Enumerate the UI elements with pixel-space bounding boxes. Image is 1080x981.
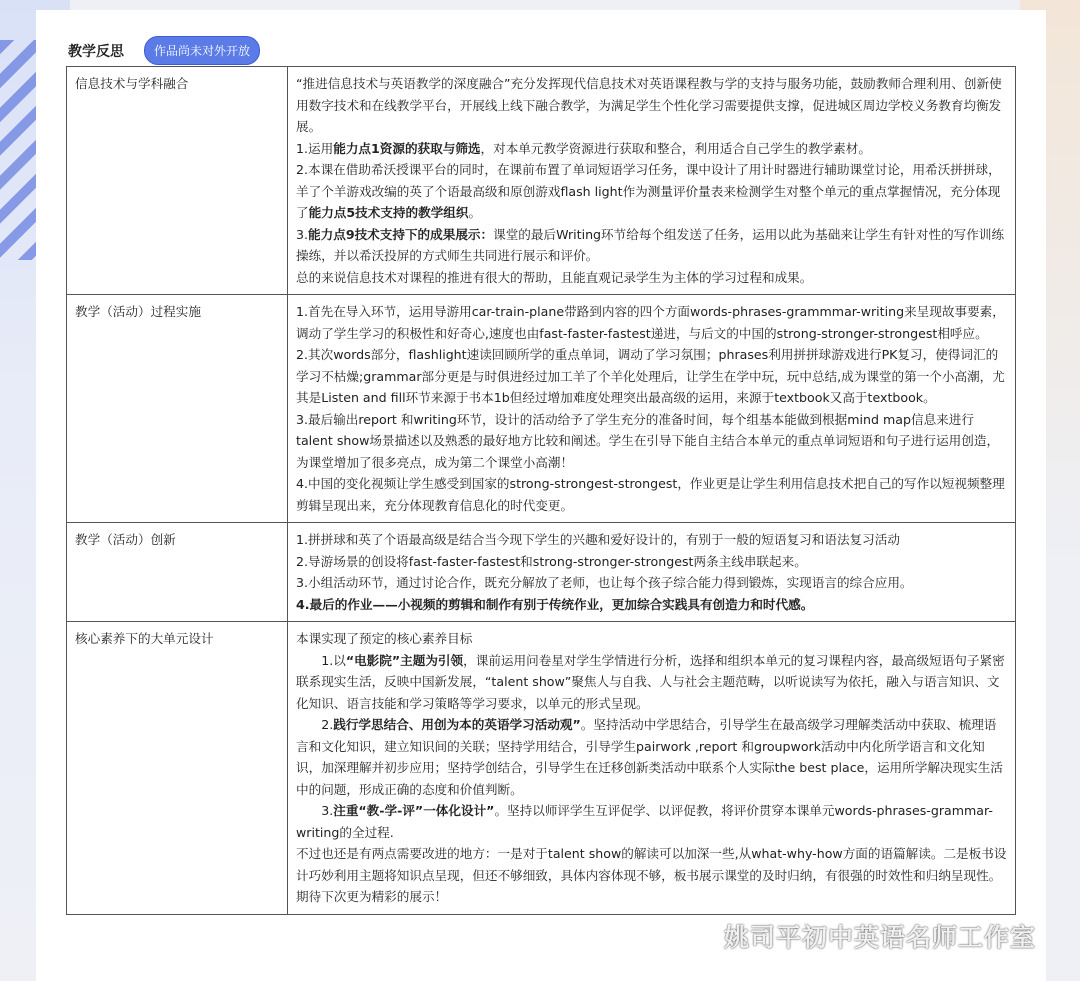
row-content <box>288 622 1016 915</box>
content-paragraph <box>296 159 1007 224</box>
reflection-table <box>66 66 1016 915</box>
content-paragraph <box>296 714 1007 800</box>
text-segment: 3.小组活动环节，通过讨论合作，既充分解放了老师，也让每个孩子综合能力得到锻炼，实现语言的综合应用。 <box>296 575 913 590</box>
row-label: 教学（活动）过程实施 <box>67 295 288 523</box>
text-segment: “推进信息技术与英语教学的深度融合”充分发挥现代信息技术对英语课程教与学的支持与服务功能，鼓励教师合理利用、创新使用数字技术和在线教学平台，开展线上线下融合教学，为满足学生个性化学习需要提供支撑，促进城区周边学校义务教育均衡发展。 <box>296 76 1002 134</box>
text-segment: 3.最后输出report 和writing环节，设计的活动给予了学生充分的准备时间，每个组基本能做到根据mind map信息来进行talent show场景描述以及熟悉的最好地方比较和阐述。学生在引导下能自主结合本单元的重点单词短语和句子进行运用创造，为课堂增加了很多亮点，成为第二个课堂小高潮！ <box>296 411 1000 470</box>
text-segment: 2. <box>321 717 334 732</box>
bold-text: 践行学思结合、用创为本的英语学习活动观” <box>333 717 581 732</box>
text-segment: 课堂的最后Writing环节给每个组发送了任务，运用以此为基础来让学生有针对性的写作训练操练，并以希沃投屏的方式师生共同进行展示和评价。 <box>296 226 1005 263</box>
watermark <box>692 918 1036 954</box>
content-paragraph <box>296 267 1007 289</box>
text-segment: 本课实现了预定的核心素养目标 <box>296 631 473 646</box>
bold-text: 能力点9技术支持下的成果展示： <box>308 226 494 242</box>
content-paragraph <box>296 551 1007 573</box>
text-segment: 2.本课在借助希沃授课平台的同时，在课前布置了单词短语学习任务，课中设计了用计时器进行辅助课堂讨论，用希沃拼拼球，羊了个羊游戏改编的英了个语最高级和原创游戏flash light作为测量评价量表来检测学生对整个单元的重点掌握情况，充分体现了 <box>296 162 1001 220</box>
row-content <box>288 523 1016 622</box>
reflection-card <box>36 10 1046 981</box>
content-paragraph <box>296 73 1007 138</box>
status-badge[interactable]: 作品尚未对外开放 <box>144 36 260 65</box>
content-paragraph <box>296 473 1007 516</box>
bold-text: 能力点5技术支持的教学组织 <box>308 205 469 220</box>
row-label: 信息技术与学科融合 <box>67 67 288 295</box>
text-segment: 1.拼拼球和英了个语最高级是结合当今现下学生的兴趣和爱好设计的，有别于一般的短语复习和语法复习活动 <box>296 532 900 547</box>
text-segment: 3. <box>296 226 309 242</box>
content-paragraph <box>296 529 1007 551</box>
section-title: 教学反思 <box>68 43 124 60</box>
row-label: 核心素养下的大单元设计 <box>67 622 288 915</box>
text-segment: 2.导游场景的创设将fast-faster-fastest和strong-stronger-strongest两条主线串联起来。 <box>296 553 807 569</box>
text-segment: 1.首先在导入环节，运用导游用car-train-plane带路到内容的四个方面words-phrases-grammmar-writing来呈现故事要素，调动了学生学习的积极性和好奇心,速度也由fast-faster-fastest递进，与后文的中国的strong-stronger-strongest相呼应。 <box>296 304 1005 341</box>
text-segment: 总的来说信息技术对课程的推进有很大的帮助，且能直观记录学生为主体的学习过程和成果。 <box>296 269 813 285</box>
content-paragraph <box>296 628 1007 650</box>
bold-text: 能力点1资源的获取与筛选 <box>333 140 481 156</box>
bold-text: “电影院”主题为引领 <box>345 652 464 668</box>
text-segment: ，对本单元教学资源进行获取和整合，利用适合自己学生的教学素材。 <box>480 140 871 156</box>
text-segment: 1.运用 <box>296 140 334 156</box>
text-segment: 2.其次words部分，flashlight速读回顾所学的重点单词，调动了学习氛围；phrases利用拼拼球游戏进行PK复习，使得词汇的学习不枯燥;grammar部分更是与时俱进经过加工羊了个羊化处理后，让学生在学中玩，玩中总结,成为课堂的第一个小高潮，尤其是Listen and fill环节来源于书本1b但经过增加难度处理突出最高级的运用，来源于textbook又高于textbook。 <box>296 347 1005 405</box>
text-segment: 4.中国的变化视频让学生感受到国家的strong-strongest-strongest，作业更是让学生利用信息技术把自己的写作以短视频整理剪辑呈现出来，充分体现教育信息化的时代变更。 <box>296 476 1005 513</box>
section-header <box>68 36 260 65</box>
watermark-text: 姚司平初中英语名师工作室 <box>724 923 1037 952</box>
content-paragraph <box>296 843 1007 908</box>
row-content <box>288 295 1016 523</box>
content-paragraph <box>296 344 1007 409</box>
content-paragraph <box>296 800 1007 843</box>
content-paragraph <box>296 138 1007 160</box>
text-segment: 。 <box>468 205 482 220</box>
row-label: 教学（活动）创新 <box>67 523 288 622</box>
content-paragraph <box>296 409 1007 474</box>
content-paragraph <box>296 301 1007 344</box>
content-paragraph <box>296 572 1007 594</box>
content-paragraph <box>296 224 1007 267</box>
row-content <box>288 67 1016 295</box>
text-segment: 。坚持以师评学生互评促学、以评促教，将评价贯穿本课单元words-phrases-grammar-writing的全过程. <box>296 803 993 840</box>
text-segment: 3. <box>321 803 334 818</box>
text-segment: ，课前运用问卷星对学生学情进行分析，选择和组织本单元的复习课程内容，最高级短语句子紧密联系现实生活，反映中国新发展，“talent show”聚焦人与自我、人与社会主题范畴，以听说读写为依托，融入与语言知识、文化知识、语言技能和学习策略等学习要求，以单元的形式呈现。 <box>296 652 1005 711</box>
text-segment: 1.以 <box>321 652 346 668</box>
content-paragraph <box>296 594 1007 616</box>
table-row <box>67 295 1016 523</box>
bold-text: 注重“教-学-评”一体化设计” <box>333 803 495 818</box>
text-segment: 。坚持活动中学思结合，引导学生在最高级学习理解类活动中获取、梳理语言和文化知识，建立知识间的关联；坚持学用结合，引导学生pairwork ,report 和groupwork活动中内化所学语言和文化知识，加深理解并初步应用；坚持学创结合，引导学生在迁移创新类活动中联系个人实际the best place，运用所学解决现实生活中的问题，形成正确的态度和价值判断。 <box>296 717 1003 797</box>
content-paragraph <box>296 650 1007 715</box>
table-row <box>67 622 1016 915</box>
wechat-icon <box>692 925 718 947</box>
table-row <box>67 523 1016 622</box>
table-row <box>67 67 1016 295</box>
bold-text: 4.最后的作业——小视频的剪辑和制作有别于传统作业，更加综合实践具有创造力和时代感。 <box>296 596 814 612</box>
text-segment: 不过也还是有两点需要改进的地方：一是对于talent show的解读可以加深一些,从what-why-how方面的语篇解读。二是板书设计巧妙利用主题将知识点呈现，但还不够细致，具体内容体现不够，板书展示课堂的及时归纳，有很强的时效性和归纳呈现性。期待下次更为精彩的展示！ <box>296 846 1007 904</box>
